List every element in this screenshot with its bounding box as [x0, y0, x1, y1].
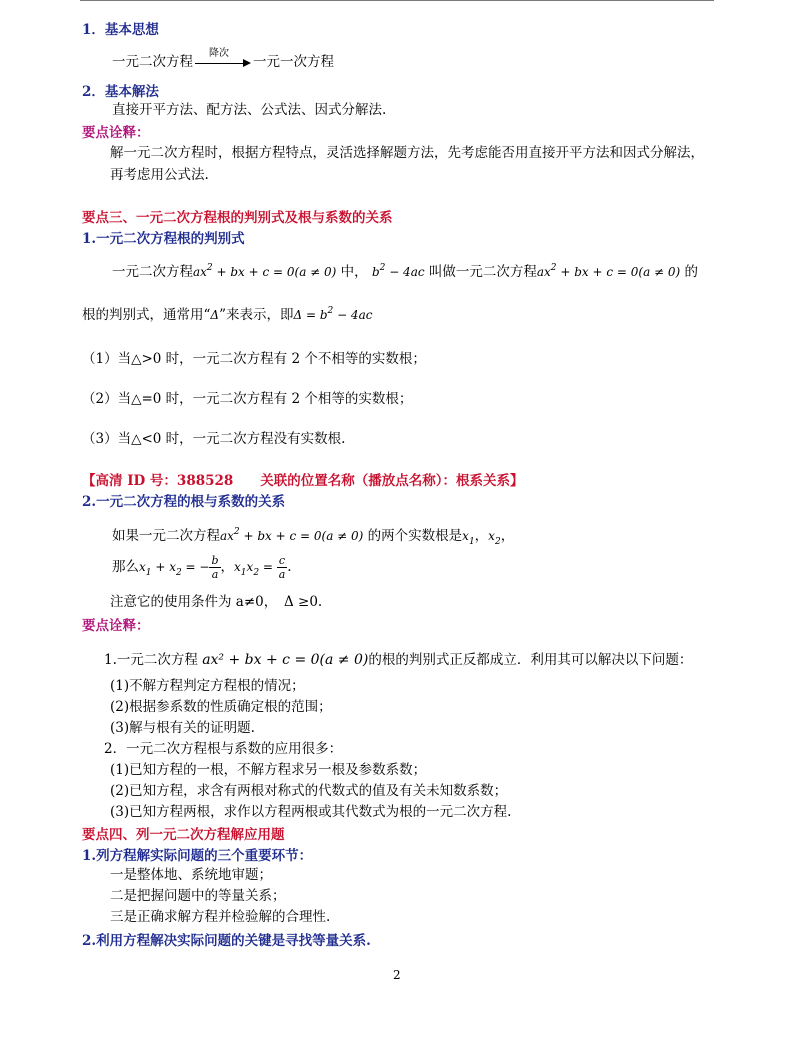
section-title-basic-methods: 2．基本解法 [82, 84, 159, 100]
n1-sub-2: (2)根据参系数的性质确定根的范围； [110, 699, 332, 715]
video-id-line: 【高清 ID 号：388528 关联的位置名称（播放点名称）：根系关系】 [82, 473, 524, 489]
disc-text-a: 一元二次方程 [112, 264, 193, 280]
quadratic-label: 一元二次方程 [112, 54, 193, 70]
root-x2: $x_2$ [488, 529, 501, 547]
quadratic-equation: $ax^2$ + bx + c = 0(a ≠ 0) [193, 263, 337, 279]
product-of-roots: $x_1x_2$ = [234, 560, 277, 578]
quadratic-equation-2: $ax^2$ + bx + c = 0(a ≠ 0) [536, 263, 681, 279]
note-text-1: 解一元二次方程时，根据方程特点，灵活选择解题方法，先考虑能否用直接开平方法和因式分解法，再考虑用公式法. [110, 145, 704, 183]
section-title-basic-idea: 1．基本思想 [82, 22, 159, 38]
n2-sub-2: (2)已知方程，求含有两根对称式的代数式的值及有关未知数系数； [110, 783, 508, 799]
arrow-head-icon [243, 59, 251, 67]
disc-text-d: 的 [680, 264, 699, 280]
arrow-label: 降次 [209, 47, 229, 59]
note-heading-1: 要点诠释： [82, 125, 150, 141]
basic-idea-line [112, 47, 334, 72]
point4-sub2: 2.利用方程解决实际问题的关键是寻找等量关系. [82, 933, 371, 949]
discriminant-line-2: 根的判别式，通常用“Δ”来表示，即$\Delta = b^2 - 4ac$ [82, 306, 373, 323]
note2-item1: 1.一元二次方程 ax² + bx + c = 0(a ≠ 0)的根的判别式正反都成立．利用其可以解决以下问题： [104, 652, 693, 668]
quadratic-equation-3: $ax^2$ + bx + c = 0(a ≠ 0) [220, 527, 364, 543]
delta-definition: $\Delta = b^2 - 4ac$ [293, 306, 373, 322]
sum-of-roots: $x_1 + x_2$ = − [139, 560, 210, 578]
point3-sub1: 1.一元二次方程根的判别式 [82, 231, 245, 247]
quadratic-equation-handwritten: ax² + bx + c = 0(a ≠ 0) [202, 652, 369, 668]
disc-text-c: 叫做一元二次方程 [424, 264, 537, 280]
vieta-line-2: 那么$x_1 + x_2$ = − $\frac{b}{a}$ ，$x_1x_2$ = $\frac{c}{a}$ . [112, 554, 292, 581]
reduce-degree-arrow [193, 47, 253, 71]
point4-title: 要点四、列一元二次方程解应用题 [82, 827, 285, 843]
n1-sub-1: (1)不解方程判定方程根的情况； [110, 678, 305, 694]
discriminant-line-1 [112, 258, 698, 282]
note2-item2: 2．一元二次方程根与系数的应用很多： [104, 741, 343, 757]
header-rule [80, 0, 714, 1]
point4-sub1: 1.列方程解实际问题的三个重要环节： [82, 848, 313, 864]
vieta-line-1: 如果一元二次方程$ax^2$ + bx + c = 0(a ≠ 0) 的两个实数根是$x_1$，$x_2$， [112, 527, 515, 547]
discriminant-expression: $b^2 - 4ac$ [371, 263, 425, 279]
n1-sub-3: (3)解与根有关的证明题. [110, 720, 255, 736]
case-3: （3）当△<0 时，一元二次方程没有实数根. [82, 431, 346, 447]
p4-item-1: 一是整体地、系统地审题； [110, 867, 272, 883]
usage-condition: 注意它的使用条件为 a≠0， Δ ≥0. [110, 594, 323, 610]
p4-item-2: 二是把握问题中的等量关系； [110, 888, 286, 904]
delta-symbol: Δ [210, 308, 220, 322]
fraction-b-over-a: $\frac{b}{a}$ [211, 554, 219, 581]
case-1: （1）当△>0 时，一元二次方程有 2 个不相等的实数根； [82, 351, 426, 367]
root-x1: $x_1$ [462, 529, 475, 547]
note-heading-2: 要点诠释： [82, 618, 150, 634]
disc-text-b: 中， [336, 264, 368, 280]
linear-label: 一元一次方程 [253, 54, 334, 70]
point3-sub2: 2.一元二次方程的根与系数的关系 [82, 494, 286, 510]
p4-item-3: 三是正确求解方程并检验解的合理性. [110, 909, 331, 925]
n2-sub-1: (1)已知方程的一根，不解方程求另一根及参数系数； [110, 762, 427, 778]
page-number: 2 [393, 968, 401, 982]
fraction-c-over-a: $\frac{c}{a}$ [278, 554, 286, 581]
point3-title: 要点三、一元二次方程根的判别式及根与系数的关系 [82, 210, 393, 226]
methods-text: 直接开平方法、配方法、公式法、因式分解法. [112, 102, 387, 118]
n2-sub-3: (3)已知方程两根，求作以方程两根或其代数式为根的一元二次方程. [110, 804, 512, 820]
case-2: （2）当△=0 时，一元二次方程有 2 个相等的实数根； [82, 391, 413, 407]
